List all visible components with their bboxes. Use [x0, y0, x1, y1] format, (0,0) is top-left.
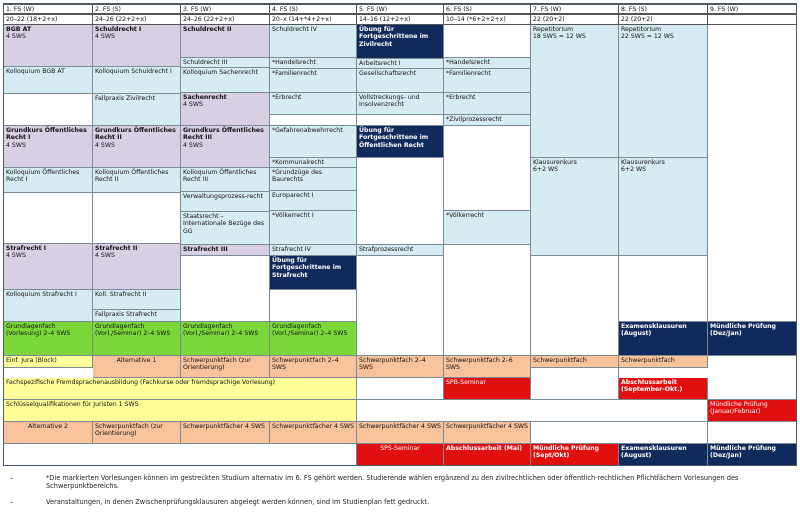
cell-koll-sr-2: Koll. Strafrecht II: [93, 290, 181, 310]
footnote-bullet: –: [10, 498, 14, 506]
cell-schwerpunktfach-5: Schwerpunktfach 2–4 SWS: [357, 356, 444, 378]
semester-sws: 22 (20+2): [619, 14, 708, 25]
cell-familienrecht: *Familienrecht: [270, 69, 357, 93]
cell-fremdsprachenausbildung: Fachspezifische Fremdsprachenausbildung (Fachkurse oder fremdsprachige Vorlesung): [4, 378, 357, 400]
cell-schwerpunktfaecher-4: Schwerpunktfächer 4 SWS: [270, 422, 357, 444]
semester-sws: 22 (20+2): [531, 14, 619, 25]
cell-title: Sachenrecht: [183, 94, 227, 101]
cell-title: Mündliche Prüfung: [533, 445, 599, 452]
cell-strafrecht-2: [93, 244, 181, 290]
cell-baurecht: *Grundzüge des Baurechts: [270, 168, 357, 191]
cell-bgb-at: [4, 25, 93, 67]
semester-header: 9. FS (W): [708, 4, 797, 14]
semester-sws: 10–14 (*6+2+2+x): [444, 14, 531, 25]
cell-uebung-strafrecht: Übung für Fortgeschrittene im Strafrecht: [270, 256, 357, 290]
semester-sws: 24–26 (22+2+x): [181, 14, 270, 25]
semester-header: 2. FS (S): [93, 4, 181, 14]
cell-europarecht: Europarecht I: [270, 191, 357, 211]
cell-title: Klausurenkurs: [533, 159, 577, 166]
cell-sachenrecht: [181, 93, 270, 126]
cell-empty: [357, 400, 708, 422]
cell-empty: [531, 368, 619, 400]
cell-einf-jura: Einf. Jura (Block): [4, 356, 93, 368]
cell-sws: 4 SWS: [183, 141, 203, 149]
cell-grundkurs-or-2: [93, 126, 181, 168]
cell-schwerpunktfaecher-5: Schwerpunktfächer 4 SWS: [357, 422, 444, 444]
cell-empty: [4, 444, 357, 466]
cell-schwerpunktfaecher-3: Schwerpunktfächer 4 SWS: [181, 422, 270, 444]
cell-empty: [708, 25, 797, 322]
cell-empty: [270, 115, 357, 126]
cell-handelsrecht-6: *Handelsrecht: [444, 58, 531, 69]
cell-empty: [357, 256, 444, 356]
cell-examensklausuren-8: [619, 322, 708, 356]
cell-date: (August): [621, 452, 652, 460]
semester-header: 6. FS (S): [444, 4, 531, 14]
cell-title: Grundkurs Öffentliches Recht II: [95, 127, 176, 142]
cell-spb-seminar: SPB-Seminar: [444, 378, 531, 400]
cell-sws: 4 SWS: [183, 101, 203, 109]
cell-familienrecht-6: *Familienrecht: [444, 69, 531, 93]
cell-klausurenkurs-7: [531, 158, 619, 256]
footnote-2: Veranstaltungen, in denen Zwischenprüfungsklausuren abgelegt werden können, sind im Studienplan fett gedruckt.: [46, 498, 430, 506]
cell-muendliche-pruefung-7: [531, 444, 619, 466]
cell-examensklausuren-8b: [619, 444, 708, 466]
cell-empty: [357, 115, 444, 126]
cell-title: Abschlussarbeit: [621, 379, 677, 386]
cell-fallpraxis-straf: Fallpraxis Strafrecht: [93, 310, 181, 322]
cell-sws: 6+2 WS: [533, 166, 559, 174]
cell-empty: [270, 290, 357, 322]
cell-kolloquium-or-3: Kolloquium Öffentliches Recht III: [181, 168, 270, 192]
cell-kolloquium-sr-1: Kolloquium Strafrecht I: [4, 290, 93, 322]
cell-erbrecht: *Erbrecht: [270, 93, 357, 115]
cell-schwerpunktfach-6: Schwerpunktfach 2–6 SWS: [444, 356, 531, 378]
cell-schwerpunktfach-orient-2: Schwerpunktfach (zur Orientierung): [93, 422, 181, 444]
cell-strafprozessrecht: Strafprozessrecht: [357, 245, 444, 256]
cell-vollstreckungsrecht: Vollstreckungs- und Insolvenzrecht: [357, 93, 444, 115]
cell-schuldrecht-2: Schuldrecht II: [181, 25, 270, 58]
cell-title: Mündliche Prüfung: [710, 323, 776, 330]
cell-empty: [619, 256, 708, 322]
cell-grundkurs-or-3: [181, 126, 270, 168]
cell-empty: [4, 94, 93, 126]
cell-empty: [708, 356, 797, 400]
cell-schwerpunktfach-8: Schwerpunktfach: [619, 356, 708, 368]
cell-grundlagenfach-4: Grundlagenfach (Vorl./Seminar) 2–4 SWS: [270, 322, 357, 356]
cell-grundkurs-or-1: [4, 126, 93, 168]
cell-schwerpunktfach-7: Schwerpunktfach: [531, 356, 619, 368]
cell-alternative-1: Alternative 1: [93, 356, 181, 378]
cell-muendliche-pruefung-9: [708, 322, 797, 356]
cell-gefahrenabwehrrecht: *Gefahrenabwehrrecht: [270, 126, 357, 158]
cell-muendliche-pruefung-9b: [708, 400, 797, 422]
cell-sws: 22 SWS = 12 WS: [621, 33, 674, 41]
cell-title: Schuldrecht I: [95, 26, 142, 33]
semester-sws: 20–x (14+*4+2+x): [270, 14, 357, 25]
cell-repetitorium-7: [531, 25, 619, 158]
cell-muendliche-pruefung-9c: [708, 444, 797, 466]
cell-staatsrecht: Staatsrecht – Internationale Bezüge des GG: [181, 212, 270, 245]
cell-repetitorium-8: [619, 25, 708, 158]
semester-header: 3. FS (W): [181, 4, 270, 14]
cell-sps-seminar: SPS-Seminar: [357, 444, 444, 466]
cell-schwerpunktfach-4: Schwerpunktfach 2–4 SWS: [270, 356, 357, 378]
cell-sws: 4 SWS: [95, 33, 115, 41]
cell-kolloquium-or-2: Kolloquium Öffentliches Recht II: [93, 168, 181, 193]
cell-grundlagenfach-3: Grundlagenfach (Vorl./Seminar) 2–4 SWS: [181, 322, 270, 356]
cell-date: (Januar/Februar): [710, 408, 761, 416]
cell-title: Mündliche Prüfung: [710, 401, 768, 408]
cell-schwerpunktfach-orient-3: Schwerpunktfach (zur Orientierung): [181, 356, 270, 378]
cell-schwerpunktfaecher-6: Schwerpunktfächer 4 SWS: [444, 422, 531, 444]
cell-grundlagenfach-2: Grundlagenfach (Vorl./Seminar) 2–4 SWS: [93, 322, 181, 356]
semester-header: 5. FS (W): [357, 4, 444, 14]
semester-header: 1. FS (W): [4, 4, 93, 14]
cell-arbeitsrecht: Arbeitsrecht I: [357, 59, 444, 69]
cell-empty: [93, 193, 181, 244]
semester-sws: 20–22 (18+2+x): [4, 14, 93, 25]
cell-sws: 4 SWS: [95, 252, 115, 260]
cell-schuldrecht-3: Schuldrecht III: [181, 58, 270, 68]
cell-empty: [444, 126, 531, 211]
cell-empty: [444, 25, 531, 58]
cell-erbrecht-6: *Erbrecht: [444, 93, 531, 115]
cell-empty: [708, 422, 797, 444]
semester-sws: 24–26 (22+2+x): [93, 14, 181, 25]
cell-date: (Sept/Okt): [533, 452, 570, 460]
cell-empty: [531, 422, 708, 444]
cell-title: BGB AT: [6, 26, 32, 33]
semester-header: 8. FS (S): [619, 4, 708, 14]
cell-kolloquium-bgb: Kolloquium BGB AT: [4, 67, 93, 94]
cell-kolloquium-or-1: Kolloquium Öffentliches Recht I: [4, 168, 93, 193]
cell-empty: [357, 378, 444, 400]
cell-strafrecht-3: Strafrecht III: [181, 245, 270, 256]
cell-klausurenkurs-8: [619, 158, 708, 256]
cell-date: (September-Okt.): [621, 386, 683, 394]
cell-title: Klausurenkurs: [621, 159, 665, 166]
cell-kommunalrecht: *Kommunalrecht: [270, 158, 357, 168]
cell-kolloquium-sch-1: Kolloquium Schuldrecht I: [93, 67, 181, 94]
cell-title: Grundkurs Öffentliches Recht I: [6, 127, 87, 142]
cell-verwaltungsprozessrecht: Verwaltungsprozess-recht: [181, 192, 270, 212]
cell-title: Strafrecht II: [95, 245, 138, 252]
cell-title: Examensklausuren: [621, 445, 687, 452]
cell-kolloquium-sach: Kolloquium Sachenrecht: [181, 68, 270, 93]
cell-date: (Dez/Jan): [710, 452, 742, 460]
cell-fallpraxis-zivil: Fallpraxis Zivilrecht: [93, 94, 181, 126]
cell-date: (Dez/Jan): [710, 330, 742, 338]
cell-sws: 4 SWS: [6, 252, 26, 260]
cell-strafrecht-1: [4, 244, 93, 290]
cell-grundlagenfach-1: Grundlagenfach (Vorlesung) 2–4 SWS: [4, 322, 93, 356]
cell-sws: 4 SWS: [95, 141, 115, 149]
semester-sws: 14–16 (12+2+x): [357, 14, 444, 25]
cell-schluesselqualifikationen: Schlüsselqualifikationen für Juristen 1 SWS: [4, 400, 357, 422]
cell-title: Examensklausuren: [621, 323, 687, 330]
cell-sws: 18 SWS = 12 WS: [533, 33, 586, 41]
cell-schuldrecht-4: Schuldrecht IV: [270, 25, 357, 58]
cell-title: Grundkurs Öffentliches Recht III: [183, 127, 264, 142]
semester-header: 7. FS (W): [531, 4, 619, 14]
footnote-1: *Die markierten Vorlesungen können im gestreckten Studium alternativ im 6. FS gehört werden. Studierende wählen ergänzend zu den zivilrechtlichen oder öffentlich-rechtlichen Pflichtfächern Vorlesungen des Schwerpunktbereichs.: [46, 474, 739, 490]
cell-handelsrecht: *Handelsrecht: [270, 58, 357, 69]
cell-sws: 4 SWS: [6, 141, 26, 149]
cell-schuldrecht-1: [93, 25, 181, 67]
cell-voelkerrecht-1: *Völkerrecht I: [270, 211, 357, 245]
cell-empty: [531, 256, 619, 356]
cell-title: Strafrecht I: [6, 245, 47, 252]
cell-gesellschaftsrecht: Gesellschaftsrecht: [357, 69, 444, 93]
cell-uebung-oeffentliches-recht: Übung für Fortgeschrittene im Öffentlichen Recht: [357, 126, 444, 158]
cell-empty: [357, 158, 444, 245]
cell-sws: 6+2 WS: [621, 166, 647, 174]
cell-empty: [4, 193, 93, 244]
semester-sws: [708, 14, 797, 25]
cell-abschlussarbeit-6: Abschlussarbeit (Mai): [444, 444, 531, 466]
cell-voelkerrecht-6: *Völkerrecht: [444, 211, 531, 245]
semester-header: 4. FS (S): [270, 4, 357, 14]
cell-abschlussarbeit-8: [619, 378, 708, 400]
footnote-bullet: –: [10, 474, 14, 482]
cell-zivilprozessrecht: *Zivilprozessrecht: [444, 115, 531, 126]
cell-alternative-2: Alternative 2: [4, 422, 93, 444]
cell-date: (August): [621, 330, 652, 338]
cell-strafrecht-4: Strafrecht IV: [270, 245, 357, 256]
cell-title: Mündliche Prüfung: [710, 445, 776, 452]
cell-title: Repetitorium: [533, 26, 574, 33]
cell-empty: [444, 245, 531, 356]
cell-uebung-zivilrecht: Übung für Fortgeschrittene im Zivilrecht: [357, 25, 444, 59]
cell-empty: [181, 256, 270, 322]
cell-sws: 4 SWS: [6, 33, 26, 41]
cell-title: Repetitorium: [621, 26, 662, 33]
